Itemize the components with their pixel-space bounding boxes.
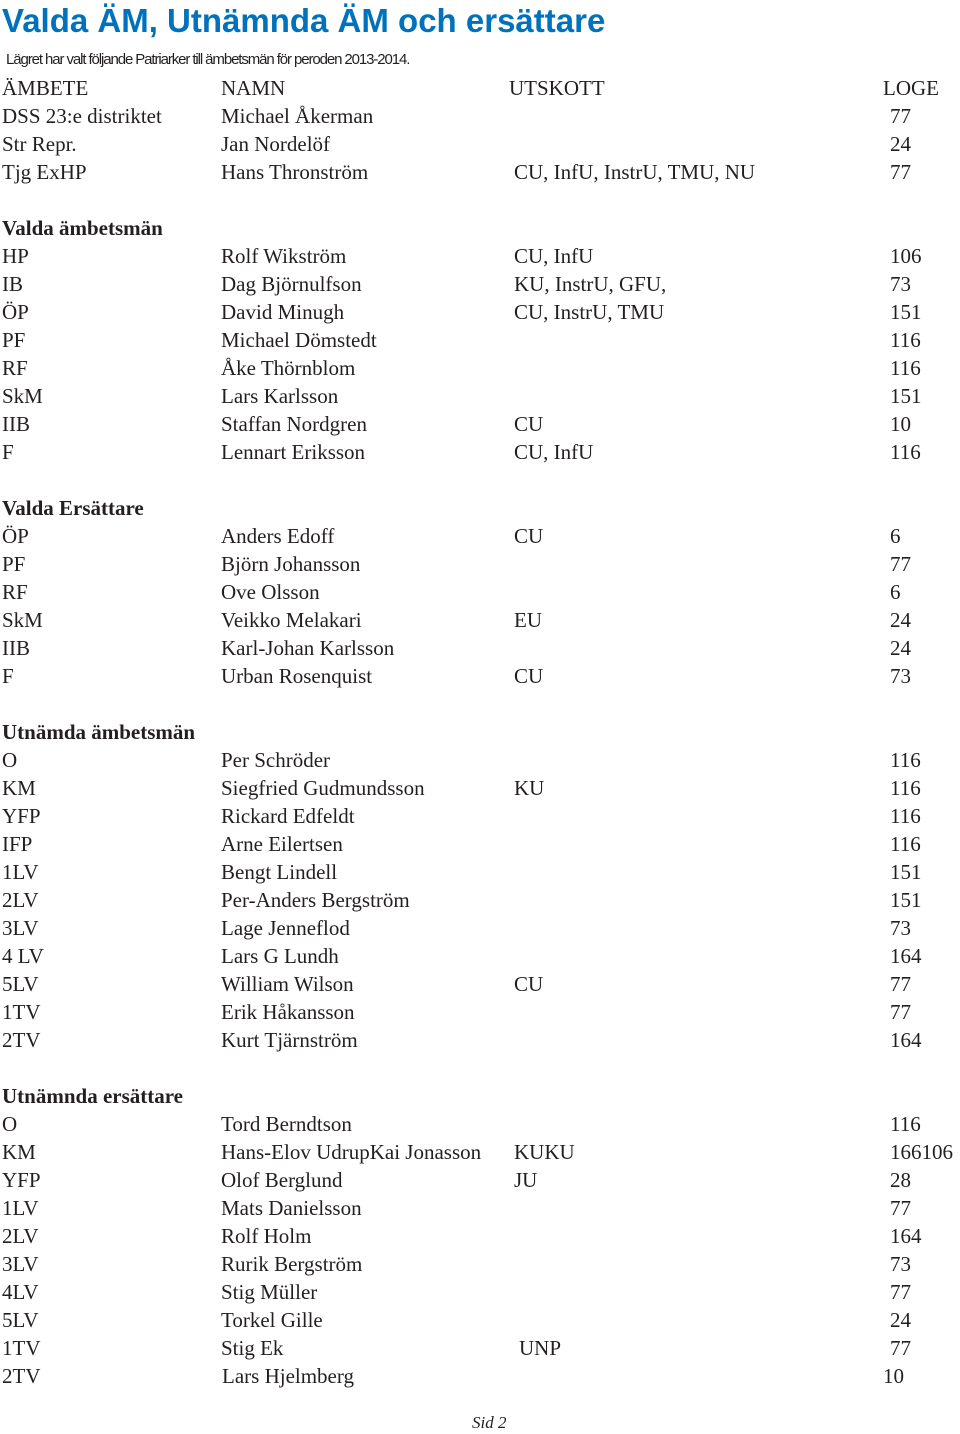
- list-row: [0, 1250, 960, 1278]
- office-cell: F: [2, 664, 14, 688]
- list-row: [0, 1138, 960, 1166]
- lodge-cell: 73: [890, 916, 911, 940]
- committee-cell: CU, InfU: [514, 244, 594, 268]
- lodge-cell: 116: [890, 776, 921, 800]
- name-cell: Dag Björnulfson: [221, 272, 362, 296]
- lodge-cell: 151: [890, 860, 922, 884]
- committee-cell: KU, InstrU, GFU,: [514, 272, 667, 296]
- list-row: [0, 298, 960, 326]
- name-cell: Michael Åkerman: [221, 104, 374, 128]
- list-row: [0, 998, 960, 1026]
- office-cell: 1LV: [2, 860, 39, 884]
- lodge-cell: 116: [890, 328, 921, 352]
- office-cell: 5LV: [2, 1308, 39, 1332]
- committee-cell: CU: [514, 664, 544, 688]
- list-row: [0, 914, 960, 942]
- section-heading: [0, 494, 960, 522]
- lodge-cell: 166106: [890, 1140, 953, 1164]
- section-spacer: [0, 466, 960, 494]
- name-cell: Olof Berglund: [221, 1168, 343, 1192]
- office-cell: RF: [2, 580, 28, 604]
- office-cell: F: [2, 440, 14, 464]
- lodge-cell: 151: [890, 384, 922, 408]
- name-cell: Lars G Lundh: [221, 944, 339, 968]
- list-row: [0, 130, 960, 158]
- header-name: NAMN: [221, 76, 286, 100]
- list-row: [0, 1334, 960, 1362]
- lodge-cell: 73: [890, 1252, 911, 1276]
- office-cell: 5LV: [2, 972, 39, 996]
- list-row: [0, 1306, 960, 1334]
- list-row: [0, 550, 960, 578]
- list-row: [0, 1026, 960, 1054]
- list-row: [0, 802, 960, 830]
- section-heading: [0, 214, 960, 242]
- lodge-cell: 77: [890, 1280, 911, 1304]
- office-cell: SkM: [2, 384, 43, 408]
- list-row: [0, 1278, 960, 1306]
- name-cell: Kurt Tjärnström: [221, 1028, 358, 1052]
- lodge-cell: 24: [890, 1308, 911, 1332]
- officers-list: [0, 74, 960, 1390]
- office-cell: 1TV: [2, 1000, 41, 1024]
- name-cell: Rickard Edfeldt: [221, 804, 355, 828]
- name-cell: Bengt Lindell: [221, 860, 338, 884]
- name-cell: Per Schröder: [221, 748, 331, 772]
- office-cell: 2TV: [2, 1028, 41, 1052]
- name-cell: Lage Jenneflod: [221, 916, 350, 940]
- name-cell: Rolf Holm: [221, 1224, 312, 1248]
- committee-cell: KU: [514, 776, 545, 800]
- list-row: [0, 746, 960, 774]
- office-cell: HP: [2, 244, 29, 268]
- office-cell: 3LV: [2, 1252, 39, 1276]
- office-cell: 1LV: [2, 1196, 39, 1220]
- name-cell: Urban Rosenquist: [221, 664, 373, 688]
- name-cell: Torkel Gille: [221, 1308, 323, 1332]
- list-row: [0, 1194, 960, 1222]
- lodge-cell: 116: [890, 832, 921, 856]
- lodge-cell: 6: [890, 524, 901, 548]
- name-cell: Michael Dömstedt: [221, 328, 377, 352]
- name-cell: Per-Anders Bergström: [221, 888, 410, 912]
- office-cell: Tjg ExHP: [2, 160, 87, 184]
- name-cell: Siegfried Gudmundsson: [221, 776, 425, 800]
- name-cell: Veikko Melakari: [221, 608, 362, 632]
- lodge-cell: 24: [890, 636, 911, 660]
- committee-cell: CU, InstrU, TMU: [514, 300, 665, 324]
- name-cell: William Wilson: [221, 972, 354, 996]
- list-row: [0, 634, 960, 662]
- committee-cell: CU: [514, 412, 544, 436]
- office-cell: 4LV: [2, 1280, 39, 1304]
- name-cell: Lennart Eriksson: [221, 440, 366, 464]
- list-row: [0, 438, 960, 466]
- name-cell: Lars Hjelmberg: [222, 1364, 354, 1388]
- list-row: [0, 158, 960, 186]
- list-row: [0, 242, 960, 270]
- office-cell: RF: [2, 356, 28, 380]
- lodge-cell: 77: [890, 1196, 911, 1220]
- lodge-cell: 77: [890, 160, 911, 184]
- name-cell: Rolf Wikström: [221, 244, 347, 268]
- name-cell: Jan Nordelöf: [221, 132, 331, 156]
- office-cell: O: [2, 748, 18, 772]
- lodge-cell: 106: [890, 244, 922, 268]
- office-cell: IFP: [2, 832, 33, 856]
- name-cell: Arne Eilertsen: [221, 832, 343, 856]
- list-row: [0, 326, 960, 354]
- lodge-cell: 164: [890, 944, 922, 968]
- list-row: [0, 606, 960, 634]
- list-row: [0, 354, 960, 382]
- list-row: [0, 382, 960, 410]
- name-cell: Hans Thronström: [221, 160, 369, 184]
- office-cell: Str Repr.: [2, 132, 77, 156]
- lodge-cell: 77: [890, 972, 911, 996]
- office-cell: ÖP: [2, 524, 29, 548]
- lodge-cell: 77: [890, 1336, 911, 1360]
- office-cell: 2TV: [2, 1364, 41, 1388]
- lodge-cell: 24: [890, 608, 911, 632]
- lodge-cell: 73: [890, 272, 911, 296]
- office-cell: PF: [2, 328, 26, 352]
- lodge-cell: 10: [890, 412, 911, 436]
- office-cell: YFP: [2, 804, 41, 828]
- section-spacer: [0, 1054, 960, 1082]
- list-row: [0, 942, 960, 970]
- office-cell: SkM: [2, 608, 43, 632]
- name-cell: Erik Håkansson: [221, 1000, 355, 1024]
- column-headers: [0, 74, 960, 102]
- lodge-cell: 24: [890, 132, 911, 156]
- office-cell: DSS 23:e distriktet: [2, 104, 162, 128]
- committee-cell: CU, InfU: [514, 440, 594, 464]
- office-cell: 2LV: [2, 1224, 39, 1248]
- committee-cell: KUKU: [514, 1140, 575, 1164]
- lodge-cell: 164: [890, 1224, 922, 1248]
- name-cell: Ove Olsson: [221, 580, 320, 604]
- name-cell: Lars Karlsson: [221, 384, 339, 408]
- lodge-cell: 28: [890, 1168, 911, 1192]
- office-cell: 3LV: [2, 916, 39, 940]
- name-cell: Tord Berndtson: [221, 1112, 352, 1136]
- committee-cell: JU: [514, 1168, 538, 1192]
- lodge-cell: 77: [890, 552, 911, 576]
- name-cell: Hans-Elov UdrupKai Jonasson: [221, 1140, 482, 1164]
- list-row: [0, 1166, 960, 1194]
- section-heading: [0, 718, 960, 746]
- office-cell: IIB: [2, 636, 30, 660]
- office-cell: KM: [2, 1140, 36, 1164]
- lodge-cell: 116: [890, 804, 921, 828]
- list-row: [0, 886, 960, 914]
- header-lodge: LOGE: [883, 76, 939, 100]
- lodge-cell: 10: [883, 1364, 904, 1388]
- office-cell: IIB: [2, 412, 30, 436]
- lodge-cell: 164: [890, 1028, 922, 1052]
- name-cell: Stig Müller: [221, 1280, 318, 1304]
- committee-cell: CU: [514, 524, 544, 548]
- committee-cell: CU, InfU, InstrU, TMU, NU: [514, 160, 756, 184]
- lodge-cell: 116: [890, 440, 921, 464]
- office-cell: ÖP: [2, 300, 29, 324]
- list-row: [0, 830, 960, 858]
- section-spacer: [0, 186, 960, 214]
- list-row: [0, 858, 960, 886]
- intro-text: Lägret har valt följande Patriarker till ämbetsmän för peroden 2013-2014.: [6, 51, 410, 68]
- office-cell: 4 LV: [2, 944, 44, 968]
- list-row: [0, 970, 960, 998]
- office-cell: KM: [2, 776, 36, 800]
- committee-cell: EU: [514, 608, 542, 632]
- section-heading-text: Valda Ersättare: [2, 496, 144, 520]
- lodge-cell: 77: [890, 104, 911, 128]
- list-row: [0, 578, 960, 606]
- lodge-cell: 151: [890, 888, 922, 912]
- lodge-cell: 73: [890, 664, 911, 688]
- section-heading: [0, 1082, 960, 1110]
- lodge-cell: 6: [890, 580, 901, 604]
- list-row: [0, 1110, 960, 1138]
- name-cell: David Minugh: [221, 300, 345, 324]
- header-committee: UTSKOTT: [509, 76, 605, 100]
- name-cell: Staffan Nordgren: [221, 412, 367, 436]
- lodge-cell: 77: [890, 1000, 911, 1024]
- list-row: [0, 774, 960, 802]
- list-row: [0, 102, 960, 130]
- page-title: Valda ÄM, Utnämnda ÄM och ersättare: [2, 2, 606, 39]
- list-row: [0, 410, 960, 438]
- lodge-cell: 116: [890, 748, 921, 772]
- name-cell: Björn Johansson: [221, 552, 361, 576]
- section-heading-text: Utnämda ämbetsmän: [2, 720, 196, 744]
- list-row: [0, 1362, 960, 1390]
- office-cell: IB: [2, 272, 23, 296]
- section-heading-text: Utnämnda ersättare: [2, 1084, 184, 1108]
- list-row: [0, 270, 960, 298]
- name-cell: Stig Ek: [221, 1336, 284, 1360]
- office-cell: YFP: [2, 1168, 41, 1192]
- section-heading-text: Valda ämbetsmän: [2, 216, 163, 240]
- name-cell: Karl-Johan Karlsson: [221, 636, 395, 660]
- committee-cell: CU: [514, 972, 544, 996]
- lodge-cell: 151: [890, 300, 922, 324]
- lodge-cell: 116: [890, 356, 921, 380]
- office-cell: O: [2, 1112, 18, 1136]
- office-cell: PF: [2, 552, 26, 576]
- page-number: Sid 2: [472, 1413, 507, 1432]
- list-row: [0, 662, 960, 690]
- name-cell: Åke Thörnblom: [221, 356, 356, 380]
- header-office: ÄMBETE: [2, 76, 89, 100]
- section-spacer: [0, 690, 960, 718]
- name-cell: Rurik Bergström: [221, 1252, 363, 1276]
- lodge-cell: 116: [890, 1112, 921, 1136]
- office-cell: 2LV: [2, 888, 39, 912]
- committee-cell: UNP: [519, 1336, 562, 1360]
- office-cell: 1TV: [2, 1336, 41, 1360]
- name-cell: Mats Danielsson: [221, 1196, 362, 1220]
- list-row: [0, 522, 960, 550]
- name-cell: Anders Edoff: [221, 524, 335, 548]
- list-row: [0, 1222, 960, 1250]
